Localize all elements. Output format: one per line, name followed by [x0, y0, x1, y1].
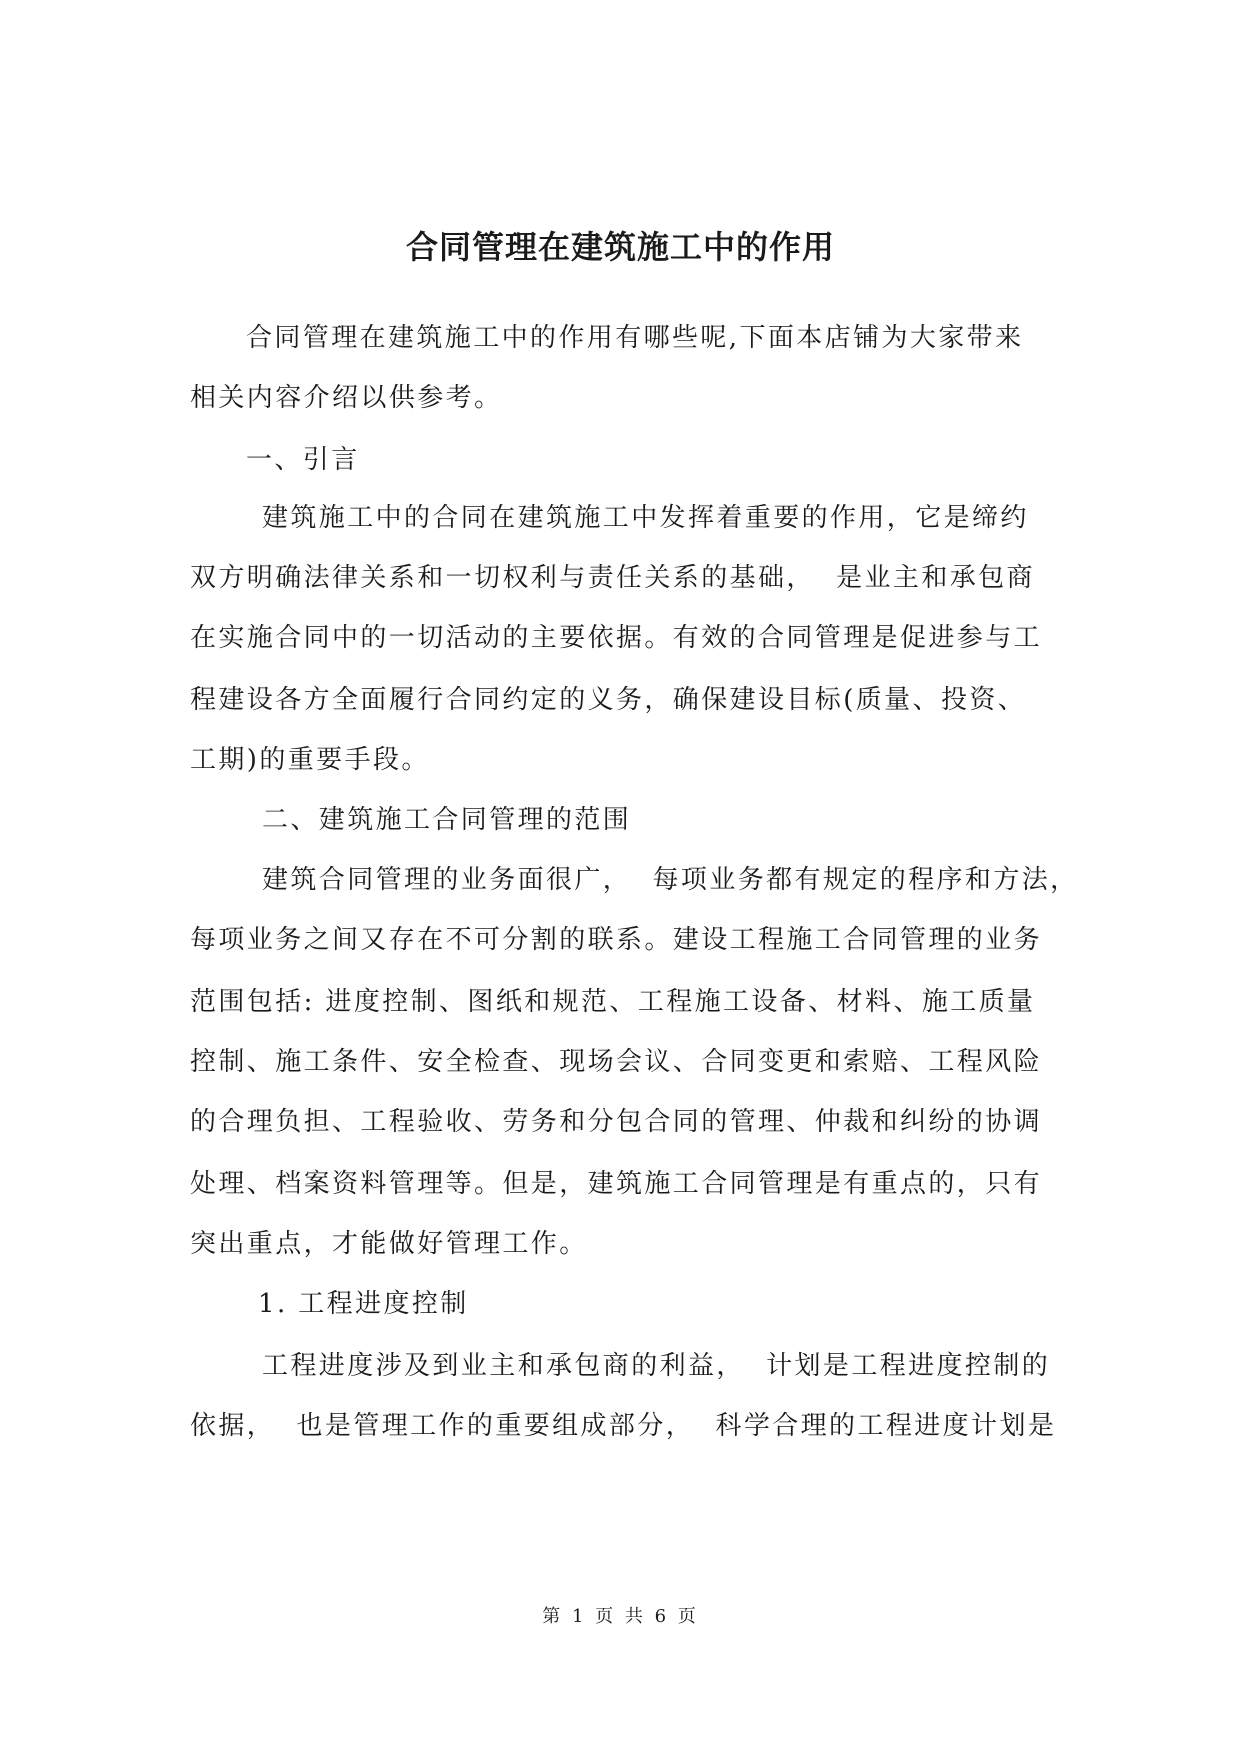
body-line: 依据， 也是管理工作的重要组成部分， 科学合理的工程进度计划是 — [190, 1411, 1057, 1441]
body-line: 的合理负担、工程验收、劳务和分包合同的管理、仲裁和纠纷的协调 — [190, 1107, 1043, 1137]
body-line: 建筑合同管理的业务面很广， 每项业务都有规定的程序和方法， — [262, 865, 1079, 895]
body-line: 在实施合同中的一切活动的主要依据。有效的合同管理是促进参与工 — [190, 623, 1043, 653]
body-line: 每项业务之间又存在不可分割的联系。建设工程施工合同管理的业务 — [190, 925, 1043, 955]
subsection-heading: 1. 工程进度控制 — [258, 1289, 469, 1319]
body-line: 突出重点，才能做好管理工作。 — [190, 1229, 588, 1259]
section-heading: 二、建筑施工合同管理的范围 — [262, 805, 632, 835]
body-line: 工期)的重要手段。 — [190, 745, 430, 775]
body-line: 处理、档案资料管理等。但是，建筑施工合同管理是有重点的，只有 — [190, 1169, 1043, 1199]
section-heading: 一、引言 — [246, 445, 360, 475]
body-line: 控制、施工条件、安全检查、现场会议、合同变更和索赔、工程风险 — [190, 1047, 1043, 1077]
body-line: 工程进度涉及到业主和承包商的利益， 计划是工程进度控制的 — [262, 1351, 1051, 1381]
body-line: 双方明确法律关系和一切权利与责任关系的基础， 是业主和承包商 — [190, 563, 1035, 593]
body-line: 合同管理在建筑施工中的作用有哪些呢,下面本店铺为大家带来 — [246, 323, 1024, 353]
body-line: 范围包括: 进度控制、图纸和规范、工程施工设备、材料、施工质量 — [190, 987, 1036, 1017]
body-line: 相关内容介绍以供参考。 — [190, 383, 503, 413]
body-line: 程建设各方全面履行合同约定的义务，确保建设目标(质量、投资、 — [190, 685, 1027, 715]
body-line: 建筑施工中的合同在建筑施工中发挥着重要的作用，它是缔约 — [262, 503, 1029, 533]
document-title: 合同管理在建筑施工中的作用 — [405, 228, 835, 266]
page-number-footer: 第 1 页 共 6 页 — [542, 1606, 699, 1627]
